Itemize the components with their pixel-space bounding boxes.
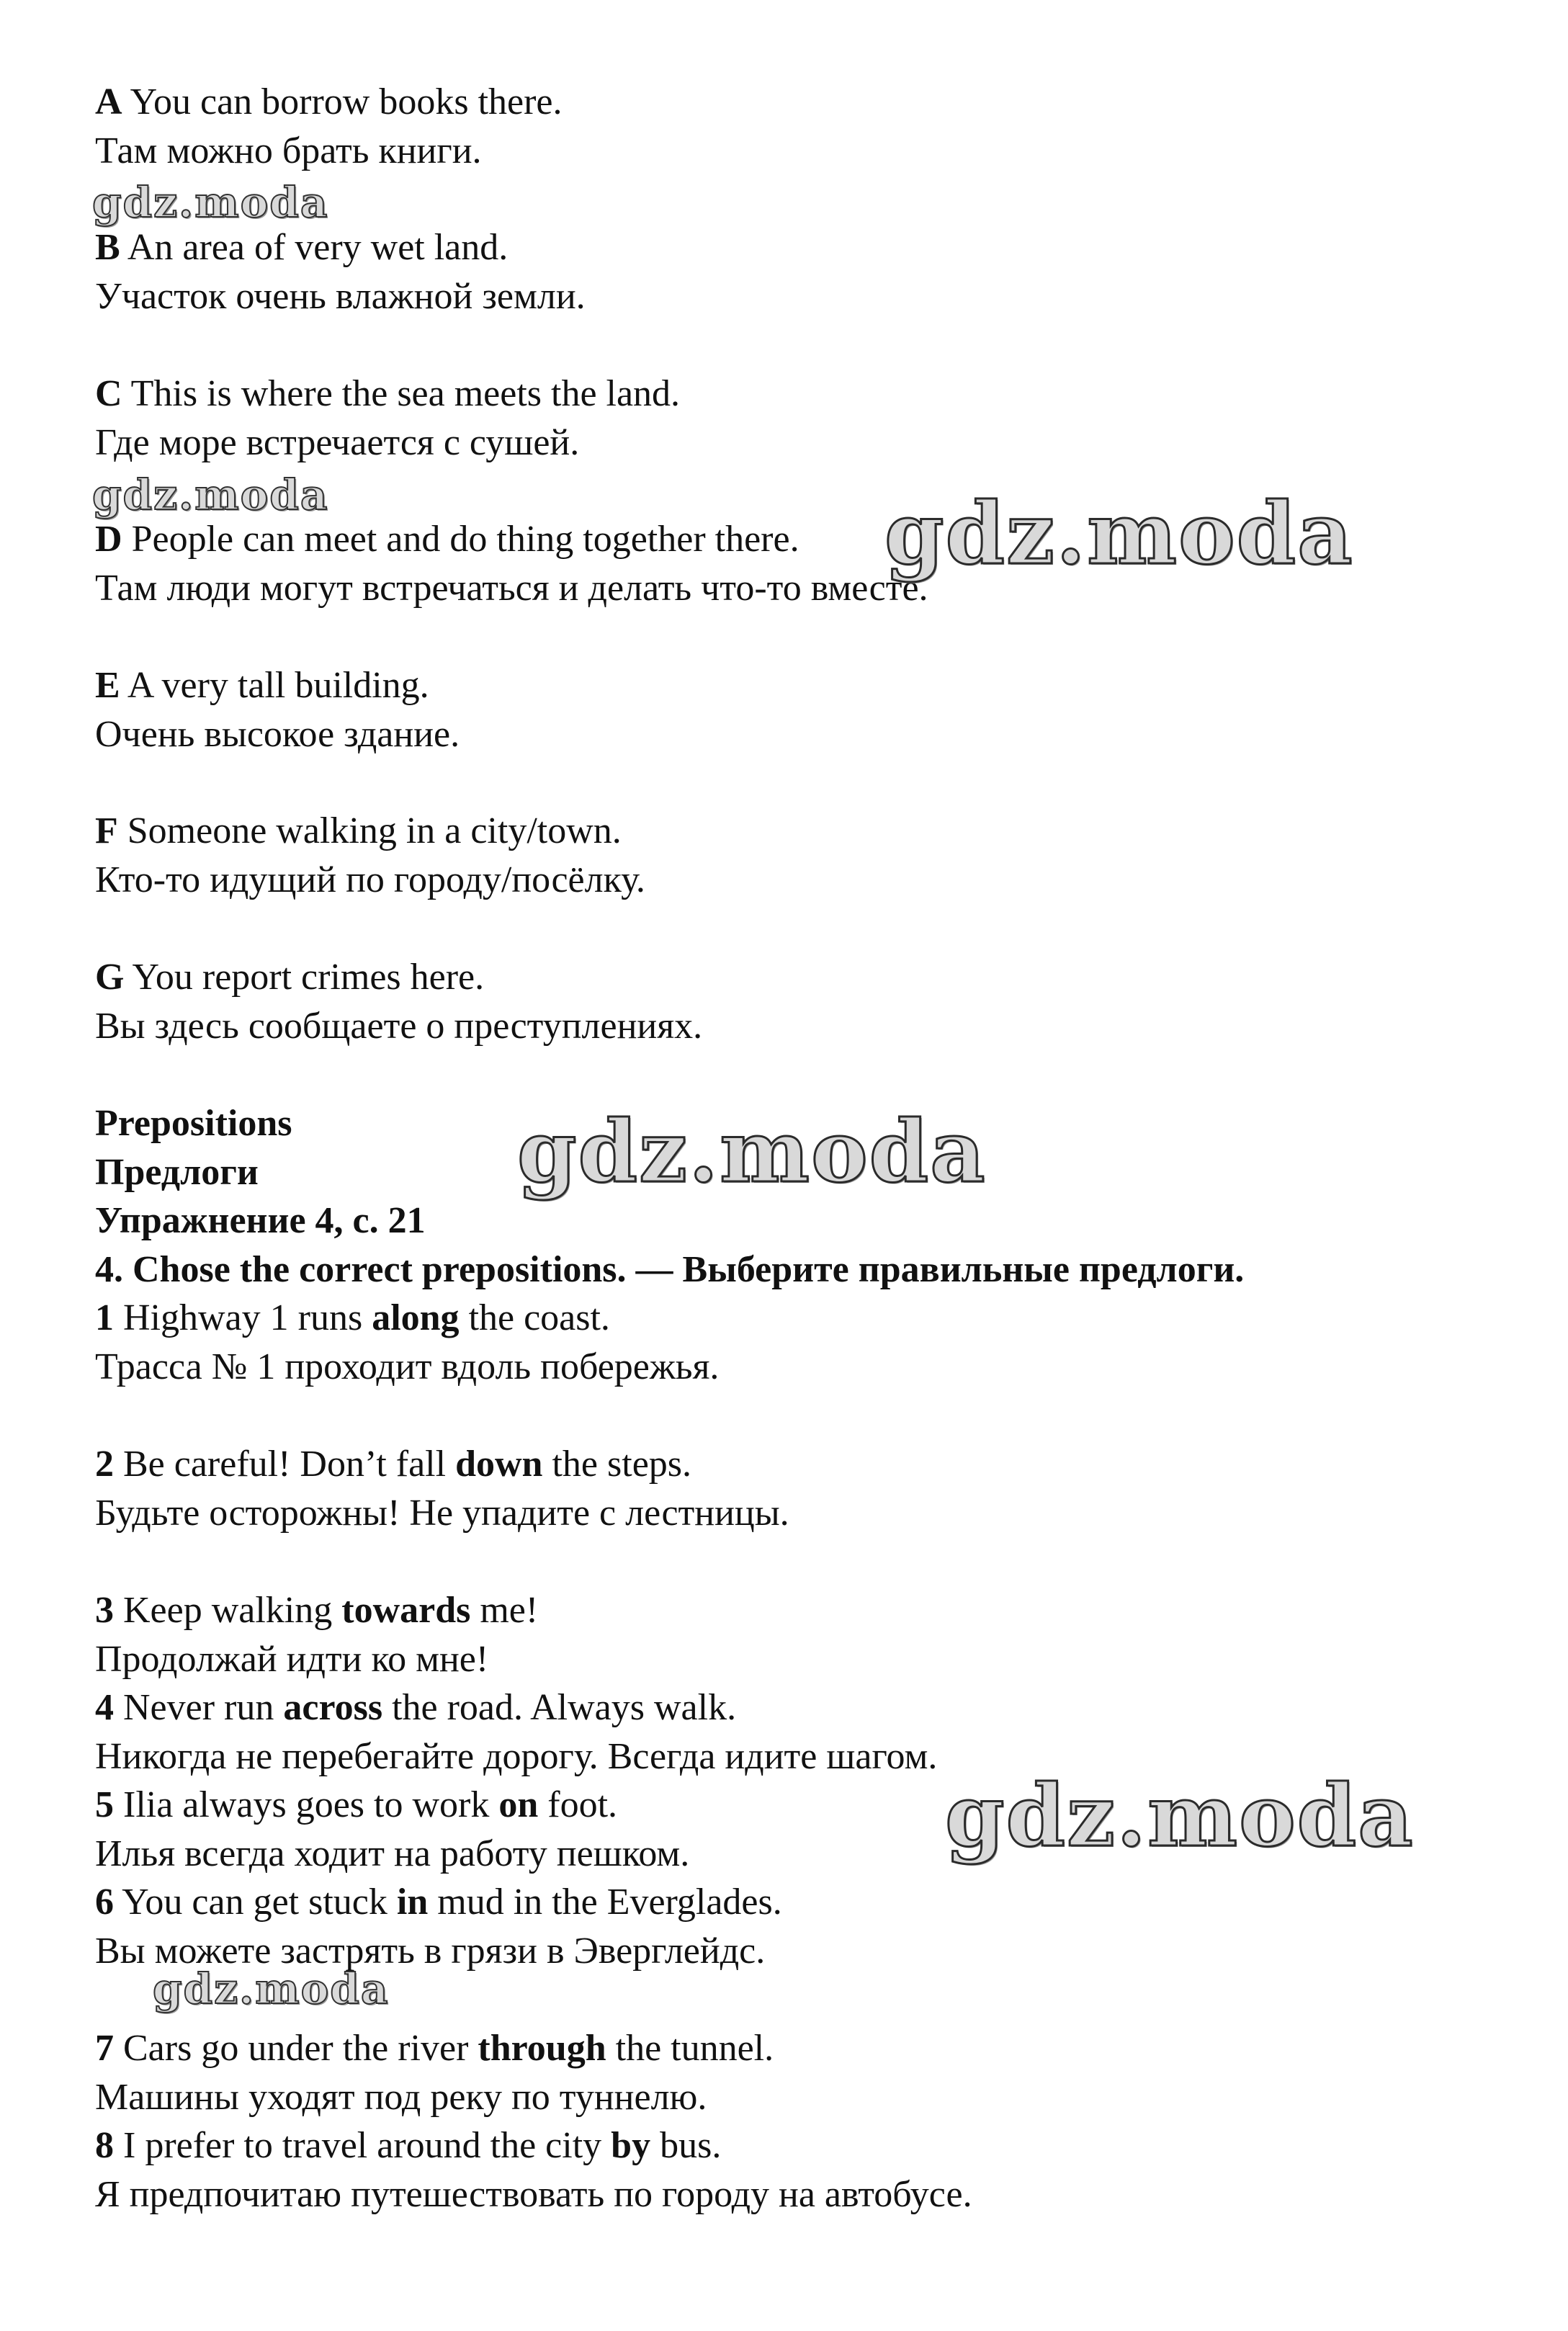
item-a-en: A You can borrow books there. — [95, 81, 563, 122]
sentence-6-ru: Вы можете застрять в грязи в Эверглейдс. — [95, 1930, 766, 1972]
item-d-en: D People can meet and do thing together there. — [95, 519, 799, 560]
watermark-2: gdz.moda — [92, 470, 329, 519]
item-d-ru: Там люди могут встречаться и делать что-то вместе. — [95, 568, 928, 609]
sentence-4-ru: Никогда не перебегайте дорогу. Всегда идите шагом. — [95, 1736, 938, 1777]
item-e-en: E A very tall building. — [95, 665, 429, 706]
sentence-4-en: 4 Never run across the road. Always walk. — [95, 1687, 737, 1728]
watermark-1: gdz.moda — [92, 178, 329, 227]
exercise-instruction: 4. Chose the correct prepositions. — Выберите правильные предлоги. — [95, 1249, 1245, 1290]
item-b-en: B An area of very wet land. — [95, 227, 509, 268]
sentence-3-ru: Продолжай идти ко мне! — [95, 1639, 489, 1680]
item-a-ru: Там можно брать книги. — [95, 130, 482, 171]
sentence-5-ru: Илья всегда ходит на работу пешком. — [95, 1833, 690, 1874]
sentence-2-ru: Будьте осторожны! Не упадите с лестницы. — [95, 1493, 789, 1534]
watermark-5: gdz.moda — [945, 1766, 1415, 1866]
exercise-heading: Упражнение 4, с. 21 — [95, 1200, 426, 1241]
item-g-ru: Вы здесь сообщаете о преступлениях. — [95, 1006, 703, 1047]
item-b-ru: Участок очень влажной земли. — [95, 276, 586, 317]
sentence-6-en: 6 You can get stuck in mud in the Everglades. — [95, 1882, 782, 1923]
item-c-ru: Где море встречается с сушей. — [95, 422, 580, 463]
sentence-5-en: 5 Ilia always goes to work on foot. — [95, 1784, 618, 1825]
section-title-en: Prepositions — [95, 1103, 292, 1144]
sentence-7-en: 7 Cars go under the river through the tunnel. — [95, 2028, 774, 2069]
sentence-1-en: 1 Highway 1 runs along the coast. — [95, 1297, 610, 1338]
watermark-3: gdz.moda — [884, 483, 1354, 583]
sentence-8-en: 8 I prefer to travel around the city by bus. — [95, 2125, 722, 2166]
watermark-6: gdz.moda — [153, 1964, 390, 2013]
sentence-3-en: 3 Keep walking towards me! — [95, 1590, 539, 1631]
watermark-4: gdz.moda — [517, 1101, 987, 1202]
item-c-en: C This is where the sea meets the land. — [95, 373, 681, 414]
sentence-7-ru: Машины уходят под реку по туннелю. — [95, 2077, 707, 2118]
sentence-8-ru: Я предпочитаю путешествовать по городу на автобусе. — [95, 2174, 972, 2215]
item-g-en: G You report crimes here. — [95, 957, 485, 998]
sentence-2-en: 2 Be careful! Don’t fall down the steps. — [95, 1444, 692, 1485]
item-f-ru: Кто-то идущий по городу/посёлку. — [95, 859, 645, 900]
section-title-ru: Предлоги — [95, 1152, 259, 1193]
item-f-en: F Someone walking in a city/town. — [95, 810, 622, 851]
item-e-ru: Очень высокое здание. — [95, 714, 460, 755]
sentence-1-ru: Трасса № 1 проходит вдоль побережья. — [95, 1346, 720, 1387]
